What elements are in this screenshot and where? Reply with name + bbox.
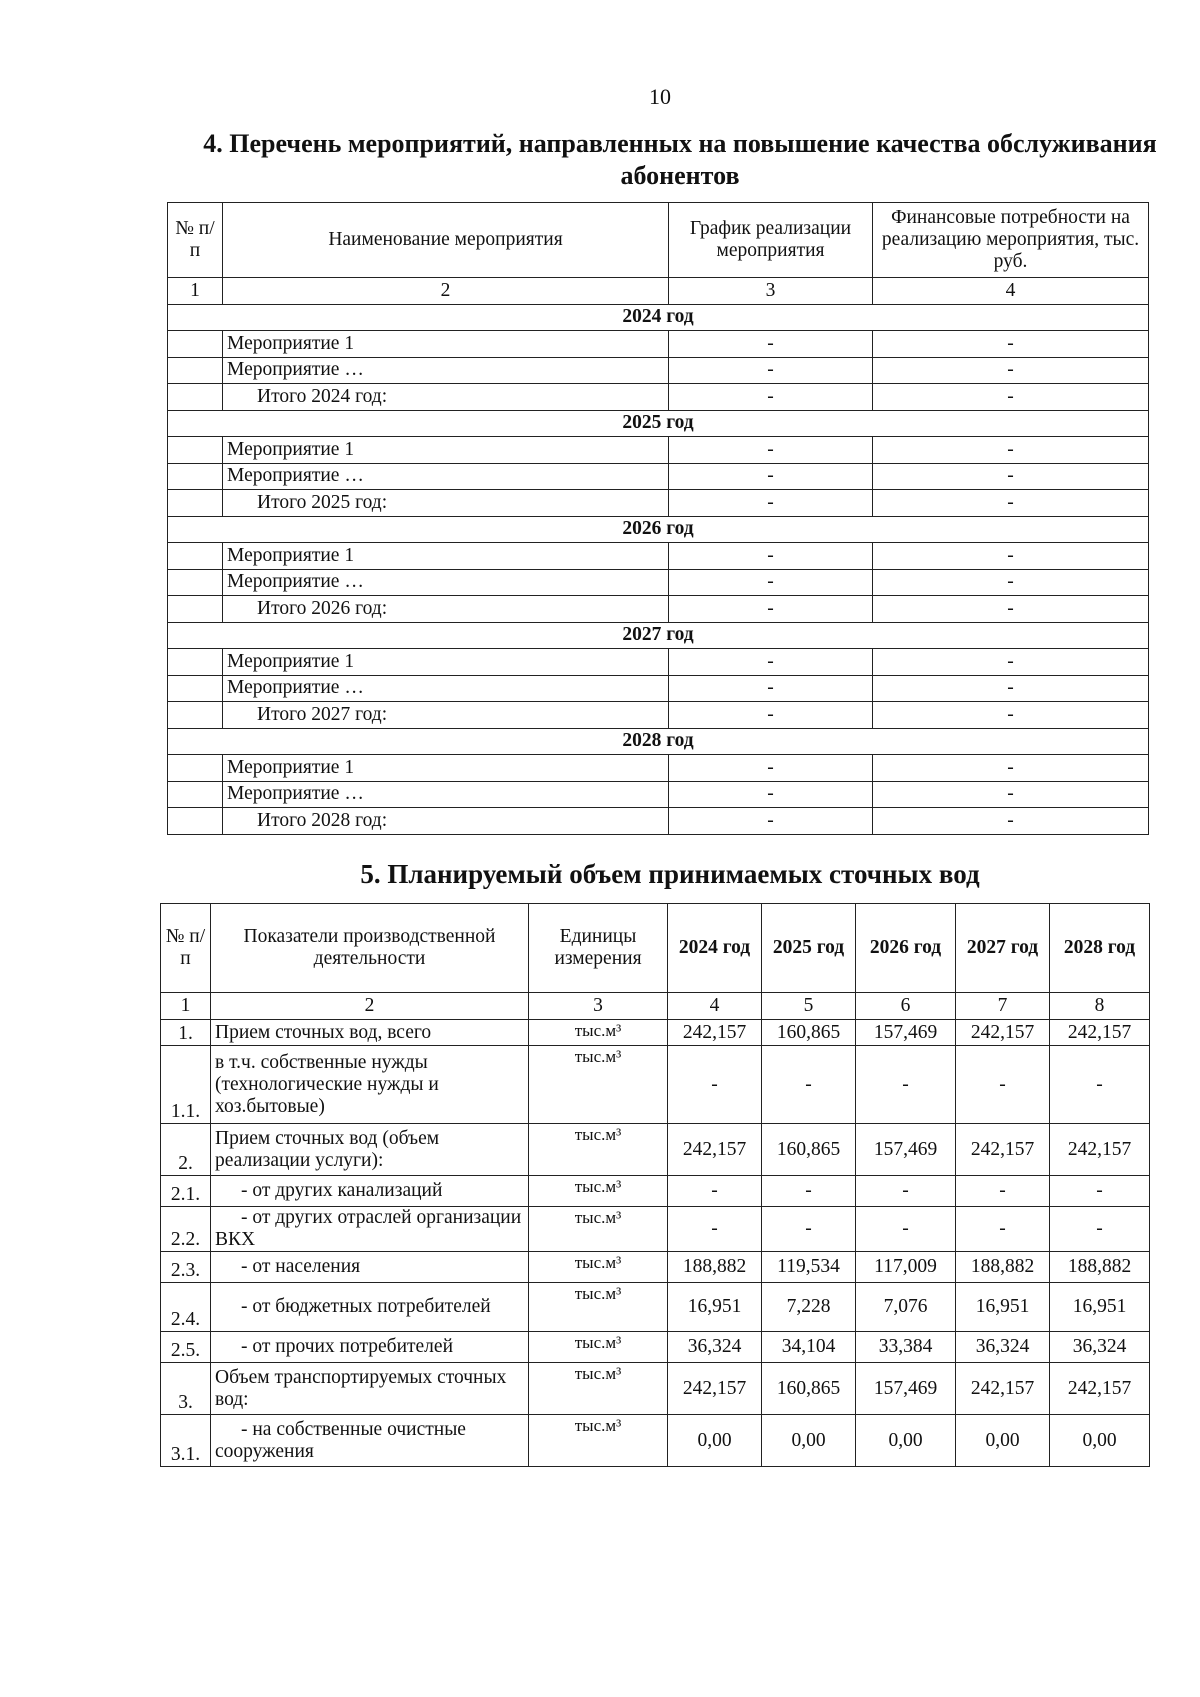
schedule-value: - — [669, 808, 873, 835]
table-row — [168, 675, 1149, 702]
year-value: - — [856, 1046, 956, 1124]
table-row — [168, 463, 1149, 490]
year-value: 0,00 — [956, 1415, 1050, 1467]
column-number-row — [161, 993, 1150, 1020]
year-value: 157,469 — [856, 1020, 956, 1046]
column-number: 2 — [211, 993, 529, 1020]
year-value: - — [668, 1207, 762, 1252]
row-number — [168, 463, 223, 490]
year-value: 33,384 — [856, 1332, 956, 1363]
year-value: 0,00 — [1050, 1415, 1150, 1467]
year-value: - — [668, 1046, 762, 1124]
year-label: 2027 год — [168, 622, 1149, 649]
unit-cell: тыс.м³ — [529, 1363, 668, 1415]
row-index: 2.5. — [161, 1332, 211, 1363]
header-row — [161, 904, 1150, 993]
table-row — [161, 1020, 1150, 1046]
year-value: 36,324 — [956, 1332, 1050, 1363]
indicator-name: Прием сточных вод (объем реализации услуги): — [211, 1124, 529, 1176]
indicator-name: - от прочих потребителей — [211, 1332, 529, 1363]
measure-name: Мероприятие 1 — [223, 331, 669, 358]
unit-cell: тыс.м³ — [529, 1046, 668, 1124]
column-header: № п/п — [161, 904, 211, 993]
row-number — [168, 649, 223, 676]
schedule-value: - — [669, 702, 873, 729]
indicator-name: - от других отраслей организации ВКХ — [211, 1207, 529, 1252]
finance-value: - — [873, 649, 1149, 676]
year-value: - — [856, 1207, 956, 1252]
row-index: 1. — [161, 1020, 211, 1046]
year-value: 157,469 — [856, 1124, 956, 1176]
year-value: 242,157 — [956, 1020, 1050, 1046]
measures-table — [167, 202, 1149, 835]
year-value: 160,865 — [762, 1020, 856, 1046]
table-row — [161, 1415, 1150, 1467]
schedule-value: - — [669, 649, 873, 676]
column-header: Финансовые потребности на реализацию мероприятия, тыс. руб. — [873, 203, 1149, 278]
measure-name: Мероприятие … — [223, 675, 669, 702]
finance-value: - — [873, 808, 1149, 835]
schedule-value: - — [669, 543, 873, 570]
year-value: - — [668, 1176, 762, 1207]
year-value: 160,865 — [762, 1363, 856, 1415]
measure-name: Мероприятие 1 — [223, 543, 669, 570]
column-number: 1 — [161, 993, 211, 1020]
year-label: 2025 год — [168, 410, 1149, 437]
year-value: 242,157 — [956, 1363, 1050, 1415]
row-number — [168, 384, 223, 411]
column-number: 3 — [529, 993, 668, 1020]
schedule-value: - — [669, 569, 873, 596]
year-label: 2028 год — [168, 728, 1149, 755]
year-value: 188,882 — [1050, 1252, 1150, 1283]
measure-name: Итого 2028 год: — [223, 808, 669, 835]
table-row — [168, 596, 1149, 623]
schedule-value: - — [669, 490, 873, 517]
schedule-value: - — [669, 357, 873, 384]
year-value: 34,104 — [762, 1332, 856, 1363]
unit-cell: тыс.м³ — [529, 1283, 668, 1332]
year-row — [168, 622, 1149, 649]
table-row — [168, 357, 1149, 384]
column-header: 2025 год — [762, 904, 856, 993]
table-row — [161, 1176, 1150, 1207]
indicator-name: Прием сточных вод, всего — [211, 1020, 529, 1046]
table-row — [168, 569, 1149, 596]
year-value: 16,951 — [1050, 1283, 1150, 1332]
section-5-title: 5. Планируемый объем принимаемых сточных вод — [360, 859, 980, 889]
schedule-value: - — [669, 675, 873, 702]
year-value: 16,951 — [668, 1283, 762, 1332]
year-label: 2024 год — [168, 304, 1149, 331]
table-row — [168, 702, 1149, 729]
row-number — [168, 569, 223, 596]
finance-value: - — [873, 437, 1149, 464]
column-header: 2024 год — [668, 904, 762, 993]
row-number — [168, 781, 223, 808]
year-value: - — [762, 1176, 856, 1207]
year-value: 242,157 — [1050, 1363, 1150, 1415]
year-value: - — [762, 1046, 856, 1124]
column-number: 4 — [873, 278, 1149, 305]
table-row — [168, 437, 1149, 464]
finance-value: - — [873, 384, 1149, 411]
schedule-value: - — [669, 781, 873, 808]
year-row — [168, 410, 1149, 437]
year-value: 242,157 — [668, 1020, 762, 1046]
finance-value: - — [873, 781, 1149, 808]
finance-value: - — [873, 596, 1149, 623]
year-value: - — [1050, 1176, 1150, 1207]
column-header: № п/п — [168, 203, 223, 278]
row-index: 1.1. — [161, 1046, 211, 1124]
year-value: 36,324 — [668, 1332, 762, 1363]
column-number: 4 — [668, 993, 762, 1020]
row-number — [168, 808, 223, 835]
table-row — [168, 331, 1149, 358]
schedule-value: - — [669, 331, 873, 358]
indicator-name: Объем транспортируемых сточных вод: — [211, 1363, 529, 1415]
measure-name: Мероприятие 1 — [223, 437, 669, 464]
schedule-value: - — [669, 596, 873, 623]
row-number — [168, 490, 223, 517]
unit-cell: тыс.м³ — [529, 1252, 668, 1283]
year-value: - — [956, 1176, 1050, 1207]
year-value: 7,076 — [856, 1283, 956, 1332]
column-number: 7 — [956, 993, 1050, 1020]
year-value: 242,157 — [1050, 1020, 1150, 1046]
year-value: 36,324 — [1050, 1332, 1150, 1363]
schedule-value: - — [669, 437, 873, 464]
column-number: 3 — [669, 278, 873, 305]
column-header: 2028 год — [1050, 904, 1150, 993]
measure-name: Мероприятие … — [223, 781, 669, 808]
table-row — [161, 1332, 1150, 1363]
finance-value: - — [873, 675, 1149, 702]
row-number — [168, 702, 223, 729]
table-row — [168, 384, 1149, 411]
row-number — [168, 331, 223, 358]
year-value: 0,00 — [856, 1415, 956, 1467]
year-row — [168, 304, 1149, 331]
table-row — [161, 1046, 1150, 1124]
year-value: 188,882 — [668, 1252, 762, 1283]
row-index: 3.1. — [161, 1415, 211, 1467]
row-number — [168, 437, 223, 464]
column-header: 2026 год — [856, 904, 956, 993]
column-header: Единицы измерения — [529, 904, 668, 993]
indicator-name: - от населения — [211, 1252, 529, 1283]
wastewater-table — [160, 903, 1150, 1467]
year-value: 160,865 — [762, 1124, 856, 1176]
schedule-value: - — [669, 463, 873, 490]
row-number — [168, 675, 223, 702]
year-value: 0,00 — [668, 1415, 762, 1467]
column-number-row — [168, 278, 1149, 305]
unit-cell: тыс.м³ — [529, 1415, 668, 1467]
measure-name: Мероприятие … — [223, 569, 669, 596]
indicator-name: - от других канализаций — [211, 1176, 529, 1207]
table-row — [168, 649, 1149, 676]
row-index: 2.4. — [161, 1283, 211, 1332]
year-value: 242,157 — [668, 1363, 762, 1415]
finance-value: - — [873, 543, 1149, 570]
year-value: 16,951 — [956, 1283, 1050, 1332]
year-value: 0,00 — [762, 1415, 856, 1467]
year-value: 117,009 — [856, 1252, 956, 1283]
year-value: 188,882 — [956, 1252, 1050, 1283]
column-number: 6 — [856, 993, 956, 1020]
finance-value: - — [873, 331, 1149, 358]
column-number: 5 — [762, 993, 856, 1020]
unit-cell: тыс.м³ — [529, 1207, 668, 1252]
finance-value: - — [873, 569, 1149, 596]
unit-cell: тыс.м³ — [529, 1332, 668, 1363]
column-header: 2027 год — [956, 904, 1050, 993]
schedule-value: - — [669, 384, 873, 411]
column-number: 2 — [223, 278, 669, 305]
row-index: 2.3. — [161, 1252, 211, 1283]
finance-value: - — [873, 702, 1149, 729]
page-number: 10 — [649, 84, 671, 109]
table-row — [161, 1207, 1150, 1252]
measure-name: Итого 2024 год: — [223, 384, 669, 411]
indicator-name: - на собственные очистные сооружения — [211, 1415, 529, 1467]
unit-cell: тыс.м³ — [529, 1020, 668, 1046]
finance-value: - — [873, 357, 1149, 384]
row-index: 3. — [161, 1363, 211, 1415]
year-value: 242,157 — [668, 1124, 762, 1176]
row-index: 2.1. — [161, 1176, 211, 1207]
year-value: - — [956, 1207, 1050, 1252]
year-value: - — [762, 1207, 856, 1252]
column-header: График реализации мероприятия — [669, 203, 873, 278]
schedule-value: - — [669, 755, 873, 782]
table-row — [168, 755, 1149, 782]
finance-value: - — [873, 463, 1149, 490]
unit-cell: тыс.м³ — [529, 1124, 668, 1176]
row-index: 2.2. — [161, 1207, 211, 1252]
year-value: - — [956, 1046, 1050, 1124]
year-value: - — [1050, 1046, 1150, 1124]
measure-name: Мероприятие 1 — [223, 649, 669, 676]
measure-name: Итого 2025 год: — [223, 490, 669, 517]
row-number — [168, 357, 223, 384]
header-row — [168, 203, 1149, 278]
year-value: 157,469 — [856, 1363, 956, 1415]
table-row — [168, 808, 1149, 835]
finance-value: - — [873, 490, 1149, 517]
column-header: Показатели производственной деятельности — [211, 904, 529, 993]
year-value: 7,228 — [762, 1283, 856, 1332]
table-row — [168, 490, 1149, 517]
section-4-title: 4. Перечень мероприятий, направленных на повышение качества обслуживания абонентов — [203, 129, 1157, 190]
unit-cell: тыс.м³ — [529, 1176, 668, 1207]
year-value: - — [1050, 1207, 1150, 1252]
finance-value: - — [873, 755, 1149, 782]
table-row — [161, 1252, 1150, 1283]
table-row — [161, 1363, 1150, 1415]
year-value: - — [856, 1176, 956, 1207]
row-number — [168, 755, 223, 782]
year-value: 242,157 — [1050, 1124, 1150, 1176]
row-number — [168, 596, 223, 623]
table-row — [168, 781, 1149, 808]
table-row — [168, 543, 1149, 570]
year-row — [168, 728, 1149, 755]
table-row — [161, 1124, 1150, 1176]
column-header: Наименование мероприятия — [223, 203, 669, 278]
column-number: 1 — [168, 278, 223, 305]
table-row — [161, 1283, 1150, 1332]
measure-name: Итого 2027 год: — [223, 702, 669, 729]
year-row — [168, 516, 1149, 543]
year-value: 119,534 — [762, 1252, 856, 1283]
measure-name: Мероприятие … — [223, 463, 669, 490]
year-label: 2026 год — [168, 516, 1149, 543]
row-number — [168, 543, 223, 570]
indicator-name: - от бюджетных потребителей — [211, 1283, 529, 1332]
column-number: 8 — [1050, 993, 1150, 1020]
measure-name: Мероприятие … — [223, 357, 669, 384]
measure-name: Итого 2026 год: — [223, 596, 669, 623]
row-index: 2. — [161, 1124, 211, 1176]
indicator-name: в т.ч. собственные нужды (технологические нужды и хоз.бытовые) — [211, 1046, 529, 1124]
year-value: 242,157 — [956, 1124, 1050, 1176]
measure-name: Мероприятие 1 — [223, 755, 669, 782]
